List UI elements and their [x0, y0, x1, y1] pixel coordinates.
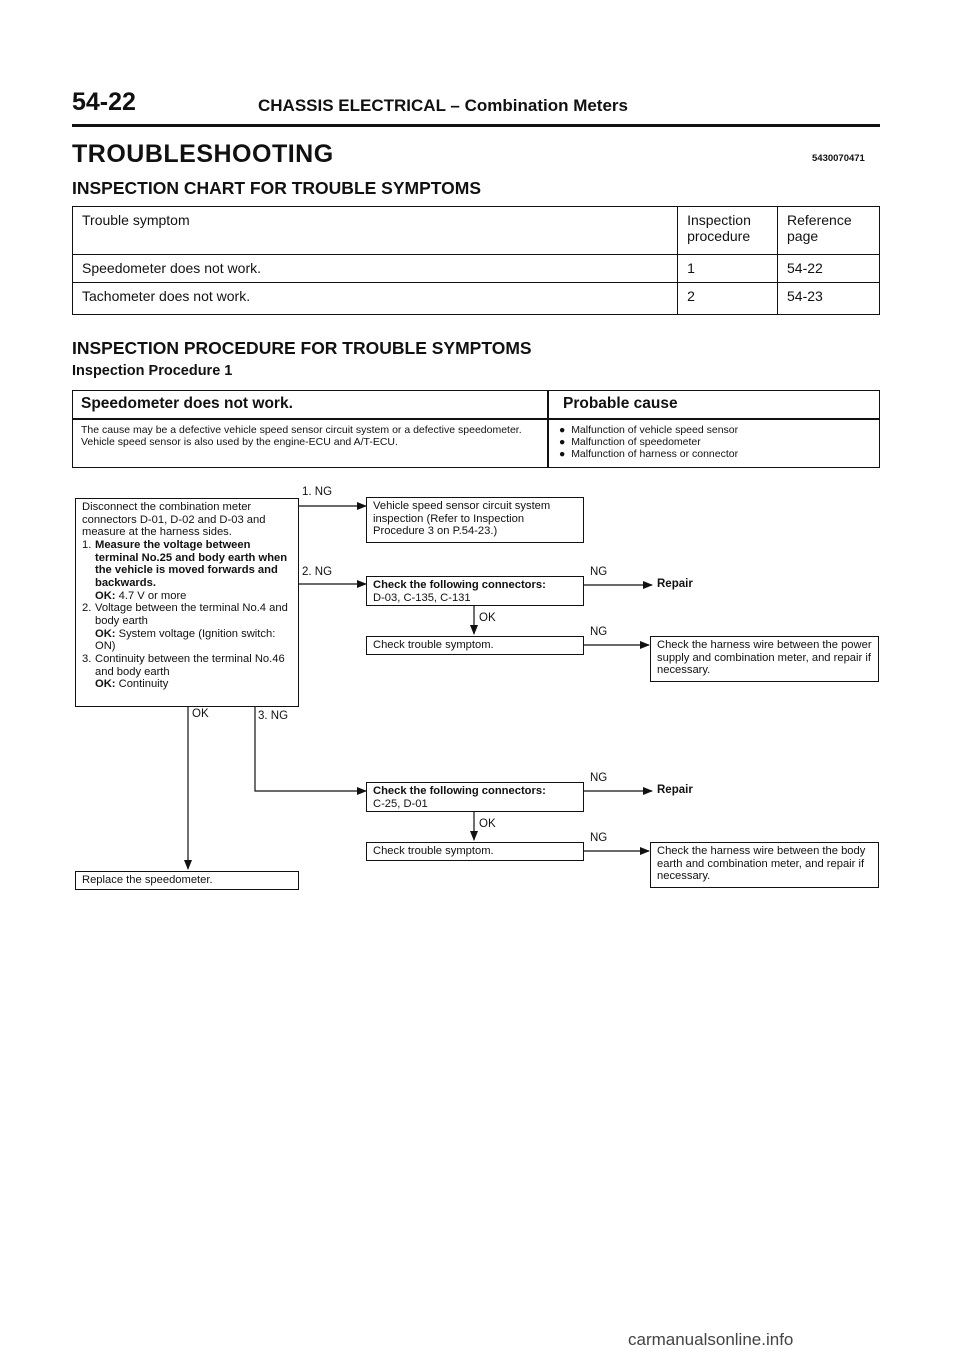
step-number: 3.	[82, 652, 92, 665]
step-2-body	[95, 602, 292, 653]
step-1-body	[95, 539, 292, 602]
step-number: 2.	[82, 602, 92, 615]
section-name: CHASSIS ELECTRICAL	[258, 96, 446, 115]
subsection-name: Combination Meters	[464, 96, 628, 115]
cause-item-text: Malfunction of vehicle speed sensor	[571, 424, 739, 436]
table-cell: 54-22	[778, 255, 880, 283]
step-3-text: Continuity between the terminal No.46 and body earth	[95, 652, 285, 678]
repair-label-2: Repair	[657, 784, 693, 796]
cause-symptom-header: Speedometer does not work.	[81, 395, 293, 412]
ok-label: OK	[479, 818, 496, 830]
bullet-icon: ●	[559, 424, 566, 436]
ng1-label: 1. NG	[302, 486, 333, 498]
replace-speedometer-box: Replace the speedometer.	[75, 871, 299, 890]
header-trouble-symptom: Trouble symptom	[73, 207, 678, 255]
check-connectors-box-2	[366, 782, 584, 812]
cause-probable-header: Probable cause	[563, 395, 678, 412]
chart-heading: INSPECTION CHART FOR TROUBLE SYMPTOMS	[72, 178, 481, 198]
bullet-icon: ●	[559, 448, 566, 461]
table-cell: Speedometer does not work.	[73, 255, 678, 283]
connector-list: D-03, C-135, C-131	[373, 591, 471, 604]
table-cell: 54-23	[778, 283, 880, 315]
procedure-subheading: Inspection Procedure 1	[72, 363, 233, 379]
cause-item-text: Malfunction of harness or connector	[571, 448, 739, 461]
step-3-ok-value: Continuity	[118, 678, 169, 691]
ok-label-start: OK	[192, 708, 209, 720]
procedure-heading: INSPECTION PROCEDURE FOR TROUBLE SYMPTOMS	[72, 338, 532, 358]
ok-label: OK	[479, 612, 496, 624]
start-inspection-box	[75, 498, 299, 707]
harness-check-box-2: Check the harness wire between the body earth and combination meter, and repair if necessary.	[650, 842, 879, 888]
step-2-text: Voltage between the terminal No.4 and body earth	[95, 602, 288, 627]
check-connectors-title: Check the following connectors:	[373, 785, 546, 797]
ng-label: NG	[590, 626, 608, 638]
doc-code: 5430070471	[812, 153, 865, 164]
footer-watermark: carmanualsonline.info	[628, 1330, 794, 1349]
bullet-icon: ●	[559, 436, 566, 449]
cause-item-text: Malfunction of speedometer	[571, 436, 701, 449]
check-connectors-box-1	[366, 576, 584, 606]
table-cell: 1	[678, 255, 778, 283]
check-symptom-box-2: Check trouble symptom.	[366, 842, 584, 861]
harness-check-box-1: Check the harness wire between the power supply and combination meter, and repair if necessary.	[650, 636, 879, 682]
page-title: TROUBLESHOOTING	[72, 140, 334, 168]
ng-label: NG	[590, 832, 608, 844]
ng3-label: 3. NG	[258, 710, 289, 722]
repair-label-1: Repair	[657, 578, 693, 590]
cause-description: The cause may be a defective vehicle speed sensor circuit system or a defective speedometer. Vehicle speed sensor is also used by the engine-ECU and A/T-ECU.	[81, 424, 522, 449]
check-symptom-box-1: Check trouble symptom.	[366, 636, 584, 655]
step-1-ok-value: 4.7 V or more	[118, 589, 187, 602]
step-3-body	[95, 653, 292, 691]
step-2-ok-value: System voltage (Ignition switch: ON)	[95, 627, 276, 653]
connector-list: C-25, D-01	[373, 797, 428, 810]
table-cell: Tachometer does not work.	[73, 283, 678, 315]
step-number: 1.	[82, 538, 92, 551]
step-1-text: Measure the voltage between terminal No.25 and body earth when the vehicle is moved forwards and backwards.	[95, 538, 288, 589]
ok-label: OK:	[95, 678, 116, 691]
check-connectors-title: Check the following connectors:	[373, 579, 546, 591]
ng-label: NG	[590, 566, 608, 578]
page-number: 54-22	[72, 88, 136, 116]
step-3	[82, 653, 292, 691]
header-inspection-procedure: Inspection procedure	[678, 207, 778, 255]
step-2	[82, 602, 292, 653]
ok-label: OK:	[95, 589, 116, 602]
section-dash: –	[450, 96, 460, 115]
start-intro: Disconnect the combination meter connectors D-01, D-02 and D-03 and measure at the harness sides.	[82, 501, 266, 539]
vss-inspection-box: Vehicle speed sensor circuit system inspection (Refer to Inspection Procedure 3 on P.54-23.)	[366, 497, 584, 543]
header-reference-page: Reference page	[778, 207, 880, 255]
table-cell: 2	[678, 283, 778, 315]
step-1	[82, 539, 292, 602]
ng-label: NG	[590, 772, 608, 784]
ok-label: OK:	[95, 627, 116, 640]
ng2-label: 2. NG	[302, 566, 333, 578]
